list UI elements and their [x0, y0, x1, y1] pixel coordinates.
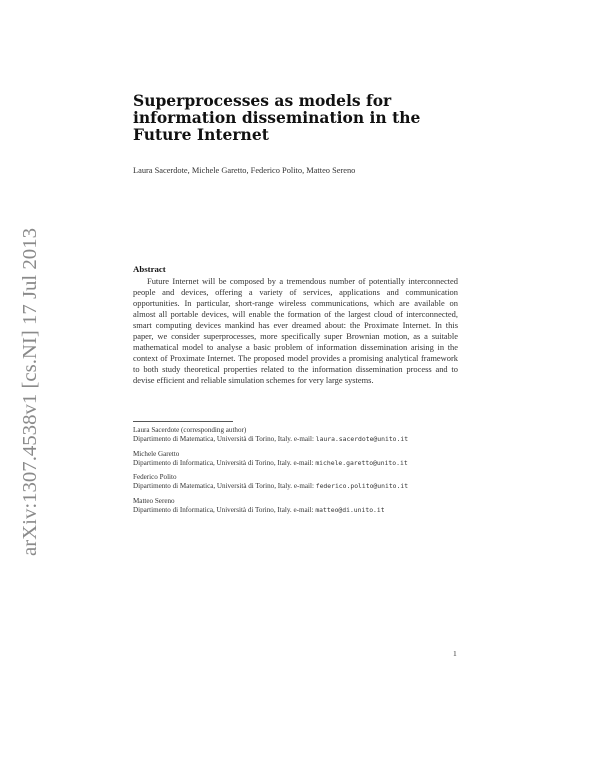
footnote-item [133, 473, 459, 492]
footnote-author-name: Laura Sacerdote (corresponding author) [133, 426, 247, 434]
footnote-affiliation: Dipartimento di Informatica, Università di Torino, Italy. e-mail: [133, 458, 314, 467]
footnote-item [133, 450, 459, 469]
footnote-affiliation: Dipartimento di Matematica, Università di Torino, Italy. e-mail: [133, 482, 314, 491]
footnote-item [133, 497, 459, 516]
title-line-2: information dissemination in the [133, 108, 421, 127]
footnote-affiliation: Dipartimento di Matematica, Università di Torino, Italy. e-mail: [133, 435, 314, 444]
footnote-email[interactable]: laura.sacerdote@unito.it [315, 435, 409, 444]
paper-title [133, 92, 453, 143]
footnote-divider [133, 421, 233, 422]
footnote-item [133, 426, 459, 445]
abstract-heading: Abstract [133, 264, 166, 274]
footnote-author-name: Matteo Sereno [133, 496, 175, 505]
footnote-affiliation: Dipartimento di Informatica, Università di Torino, Italy. e-mail: [133, 506, 314, 515]
footnote-email[interactable]: matteo@di.unito.it [315, 506, 385, 515]
author-footnotes [133, 426, 459, 520]
footnote-email[interactable]: federico.polito@unito.it [315, 482, 409, 491]
author-list: Laura Sacerdote, Michele Garetto, Federico Polito, Matteo Sereno [133, 166, 356, 175]
arxiv-identifier-text: arXiv:1307.4538v1 [cs.NI] 17 Jul 2013 [19, 240, 41, 556]
arxiv-identifier-stamp [10, 226, 46, 556]
footnote-author-name: Michele Garetto [133, 449, 180, 458]
page-number: 1 [453, 649, 457, 658]
footnote-email[interactable]: michele.garetto@unito.it [315, 458, 408, 467]
footnote-author-name: Federico Polito [133, 473, 177, 482]
abstract-body: Future Internet will be composed by a tremendous number of potentially interconnected people and devices, offering a variety of services, applications and communication opportunities. In particular, short-range wireless communications, which are available on almost all portable devices, will enable the formation of the largest cloud of interconnected, smart computing devices mankind has ever dreamed about: the Proximate Internet. In this paper, we consider superprocesses, more specifically super Brownian motion, as a suitable mathematical model to analyse a basic problem of information dissemination arising in the context of Proximate Internet. The proposed model provides a promising analytical framework to both study theoretical properties related to the information dissemination process and to devise efficient and reliable simulation schemes for very large systems. [133, 276, 458, 385]
title-line-3: Future Internet [133, 125, 269, 144]
title-line-1: Superprocesses as models for [133, 91, 392, 110]
